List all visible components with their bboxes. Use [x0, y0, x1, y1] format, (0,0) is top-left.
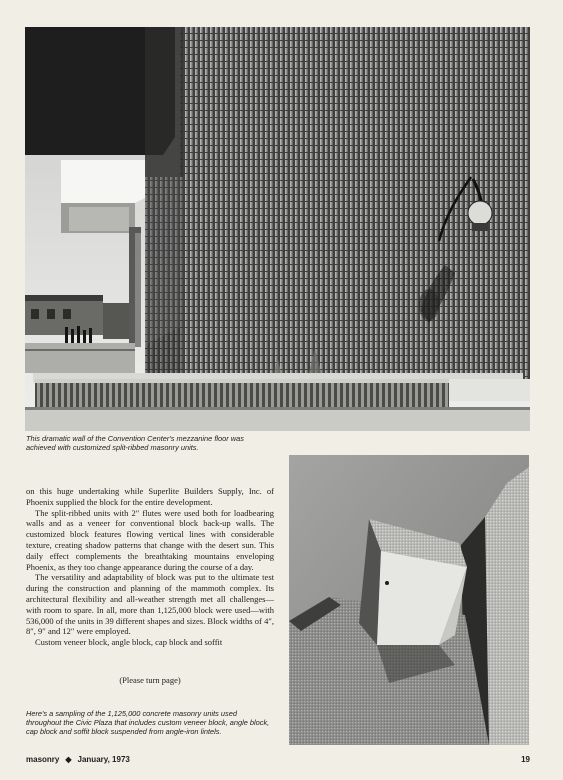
bottom-photo-caption: Here's a sampling of the 1,125,000 concrete masonry units used throughout the Civic Plaza that includes custom veneer block, angle block, cap block and soffit block suspended from angle-iron lintels.	[26, 709, 270, 737]
body-paragraph: on this huge undertaking while Superlite Builders Supply, Inc. of Phoenix supplied the block for the entire development.	[26, 486, 274, 507]
body-paragraph: The split-ribbed units with 2″ flutes were used both for loadbearing walls and as a veneer for conventional block back-up walls. The customized block features flowing vertical lines with considerable texture, creating shadow patterns that change with the desert sun. This daily effect complements the breathtaking mountains enveloping Phoenix, as they too change appearance during the course of a day.	[26, 507, 274, 572]
body-paragraph: The versatility and adaptability of block was put to the ultimate test during the construction and planning of the mammoth complex. Its architectural flexibility and all-weather strength met all challenges—with room to spare. In all, more than 1,125,000 block were used—with 536,000 of the units in 39 different shapes and sizes. Block widths of 4″, 8″, 9″ and 12″ were employed.	[26, 572, 274, 637]
page-footer	[26, 755, 530, 767]
top-photo-caption: This dramatic wall of the Convention Center's mezzanine floor was achieved with customized split-ribbed masonry units.	[26, 434, 244, 453]
magazine-name: masonry	[26, 755, 60, 764]
page-number: 19	[521, 755, 530, 764]
diamond-separator-icon: ◆	[65, 755, 72, 764]
continued-notice: (Please turn page)	[119, 675, 181, 685]
issue-date: January, 1973	[77, 755, 130, 764]
convention-center-wall-photo	[25, 27, 530, 431]
footer-publication	[26, 755, 130, 764]
body-paragraph: Custom veneer block, angle block, cap block and soffit	[35, 637, 223, 648]
masonry-units-sample-photo	[289, 455, 529, 745]
article-body	[26, 486, 274, 648]
